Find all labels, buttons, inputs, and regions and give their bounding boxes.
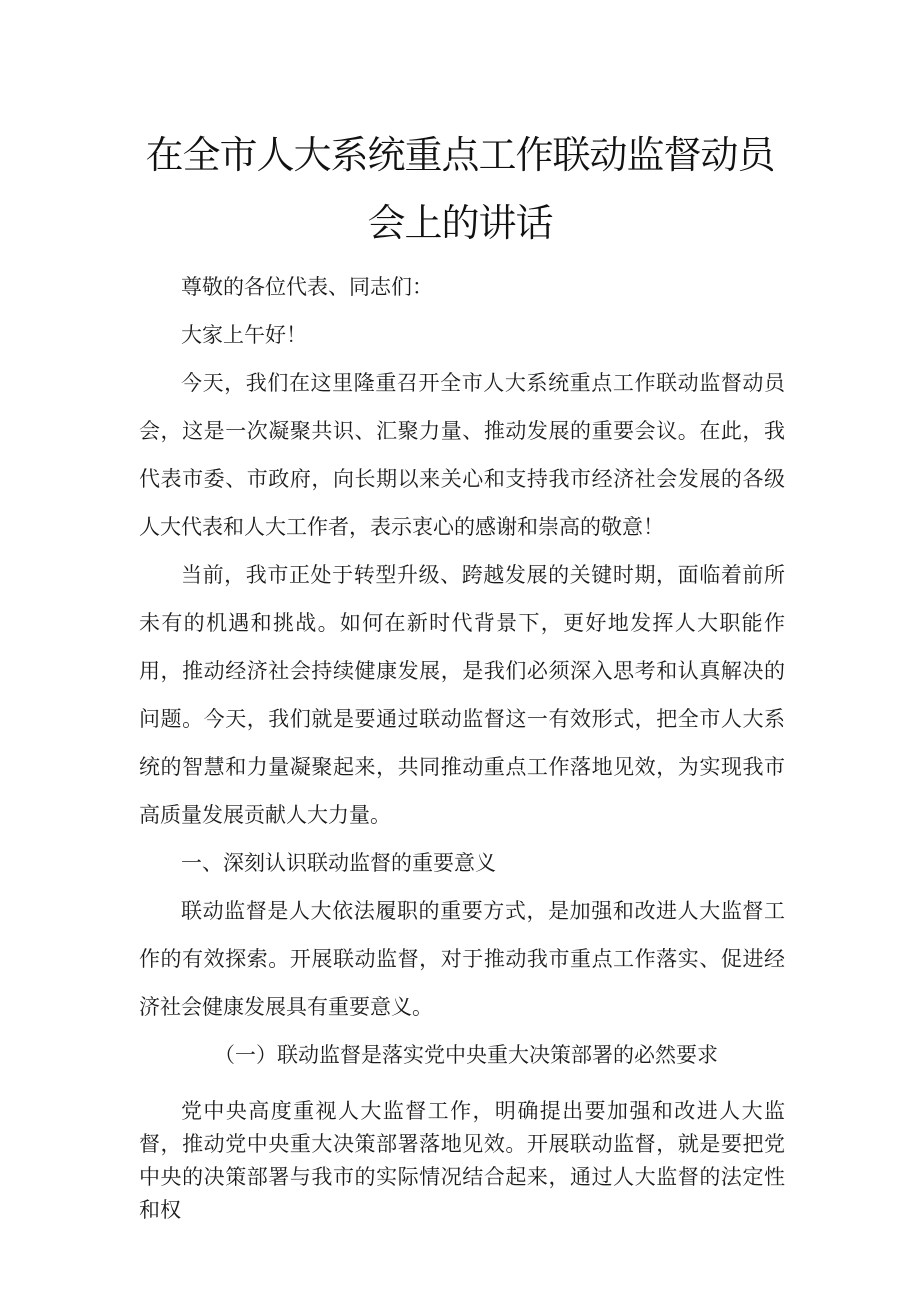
opening-paragraph: 今天，我们在这里隆重召开全市人大系统重点工作联动监督动员会，这是一次凝聚共识、汇聚力量、推动发展的重要会议。在此，我代表市委、市政府，向长期以来关心和支持我市经济社会发展的各级人大代表和人大工作者，表示衷心的感谢和崇高的敬意！ bbox=[139, 371, 785, 539]
greeting: 大家上午好！ bbox=[181, 323, 307, 347]
subsection-1-paragraph: 党中央高度重视人大监督工作，明确提出要加强和改进人大监督，推动党中央重大决策部署落地见效。开展联动监督，就是要把党中央的决策部署与我市的实际情况结合起来，通过人大监督的法定性和权 bbox=[139, 1099, 785, 1222]
document-title-line-1: 在全市人大系统重点工作联动监督动员 bbox=[145, 133, 775, 177]
document-title-line-2: 会上的讲话 bbox=[367, 201, 553, 245]
section-1-paragraph: 联动监督是人大依法履职的重要方式，是加强和改进人大监督工作的有效探索。开展联动监督，对于推动我市重点工作落实、促进经济社会健康发展具有重要意义。 bbox=[139, 899, 785, 1019]
salutation: 尊敬的各位代表、同志们： bbox=[181, 275, 433, 299]
subsection-heading-1: （一）联动监督是落实党中央重大决策部署的必然要求 bbox=[214, 1043, 718, 1067]
context-paragraph: 当前，我市正处于转型升级、跨越发展的关键时期，面临着前所未有的机遇和挑战。如何在新时代背景下，更好地发挥人大职能作用，推动经济社会持续健康发展，是我们必须深入思考和认真解决的问题。今天，我们就是要通过联动监督这一有效形式，把全市人大系统的智慧和力量凝聚起来，共同推动重点工作落地见效，为实现我市高质量发展贡献人大力量。 bbox=[139, 563, 785, 827]
section-heading-1: 一、深刻认识联动监督的重要意义 bbox=[181, 851, 496, 875]
